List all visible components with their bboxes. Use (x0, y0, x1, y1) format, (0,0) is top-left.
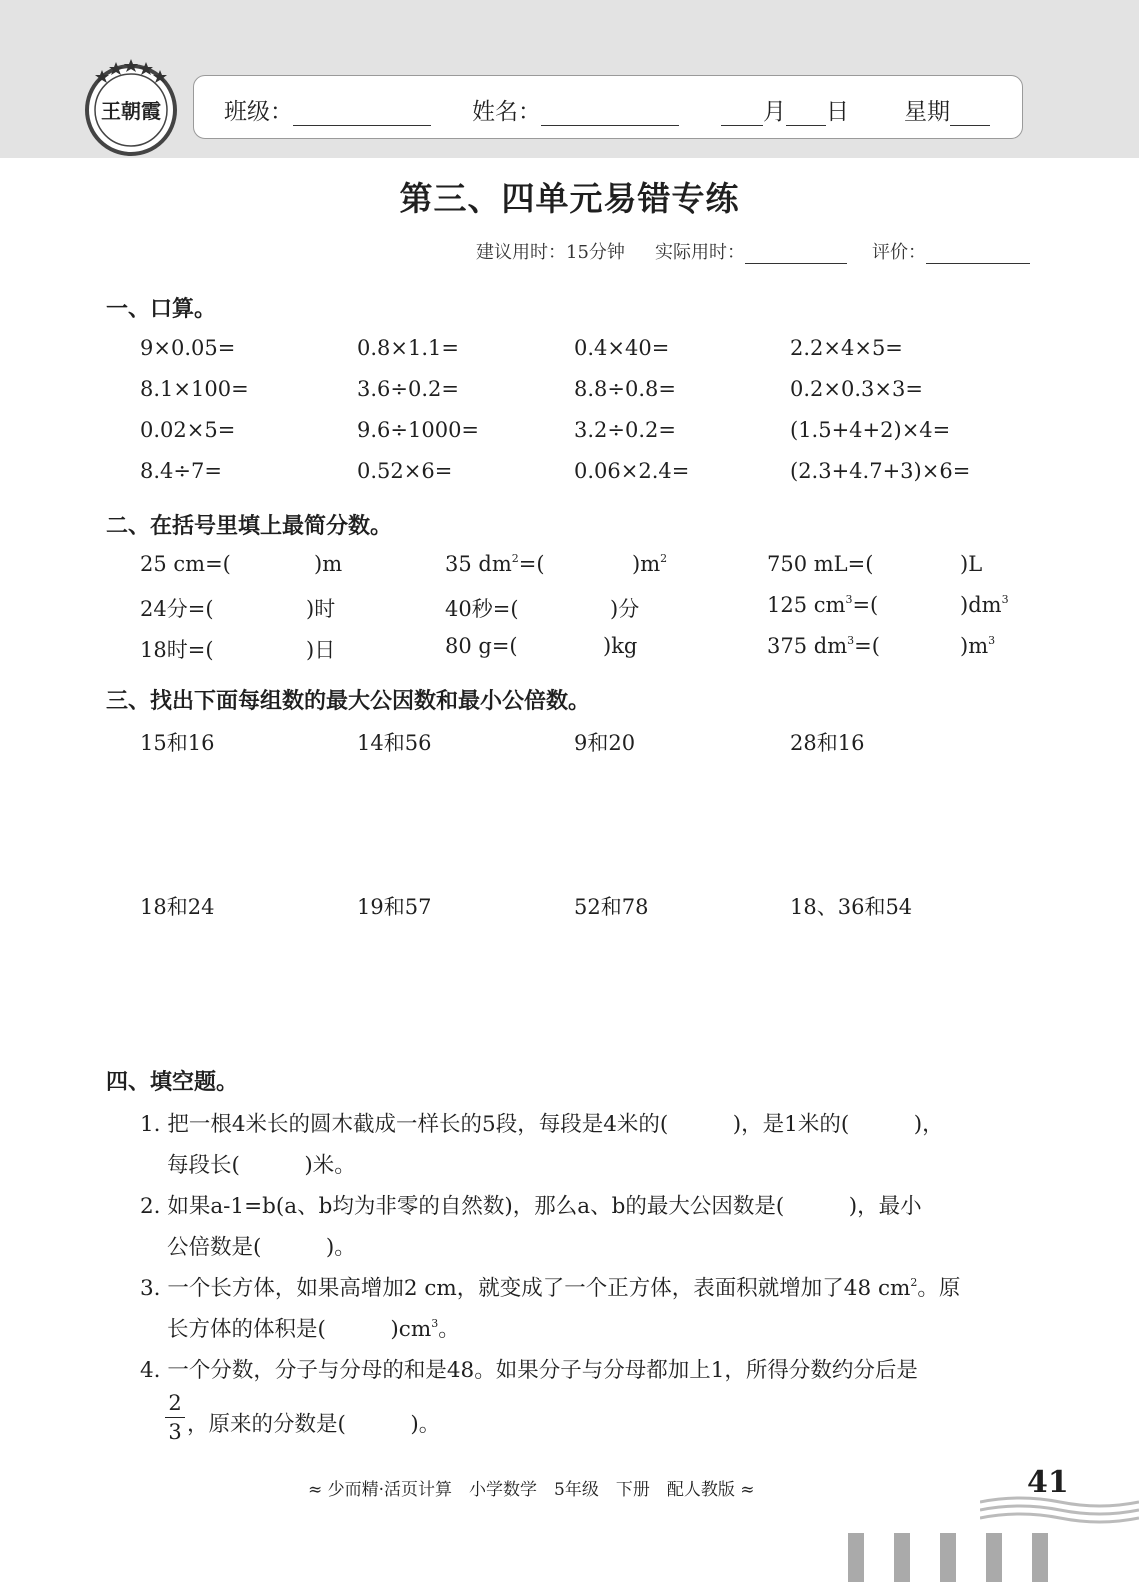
calc-item: 0.2×0.3×3= (790, 377, 923, 401)
actual-time: 实际用时： (655, 238, 847, 264)
fraction-denominator: 3 (168, 1420, 182, 1444)
conversion-left: 125 $cm^3=$( (767, 593, 879, 617)
fraction-two-thirds (165, 1390, 185, 1445)
calc-item: 3.6÷0.2= (357, 377, 459, 401)
class-field[interactable] (293, 101, 431, 126)
edge-stripes (848, 1533, 1139, 1582)
evaluation-field[interactable] (926, 243, 1030, 264)
question-1-line-2: 每段长( )米。 (167, 1153, 356, 1178)
conversion-left: 375 $dm^3=$( (767, 634, 880, 658)
conversion-left: 25 cm=( (140, 552, 231, 576)
conversion-right: )$m^2$ (632, 552, 668, 576)
weekday-label: 星期 (904, 93, 990, 126)
calc-item: 8.8÷0.8= (574, 377, 676, 401)
question-3-line-2: 长方体的体积是( )$cm^3$。 (167, 1317, 460, 1342)
number-pair: 9和20 (574, 731, 636, 755)
conversion-left: 80 g=( (445, 634, 518, 658)
calc-item: (1.5+4+2)×4= (790, 418, 951, 442)
conversion-left: 18时=( (140, 638, 214, 662)
calc-item: 0.02×5= (140, 418, 236, 442)
student-info-box (193, 75, 1023, 139)
calc-item: 3.2÷0.2= (574, 418, 676, 442)
publisher-logo (82, 58, 180, 156)
calc-item: 8.4÷7= (140, 459, 222, 483)
number-pair: 52和78 (574, 895, 649, 919)
calc-item: 2.2×4×5= (790, 336, 903, 360)
question-2-line-2: 公倍数是( )。 (167, 1235, 356, 1260)
name-label: 姓名： (472, 93, 679, 126)
calc-item: 9.6÷1000= (357, 418, 480, 442)
conversion-left: 35 $dm^2=$( (445, 552, 545, 576)
calc-item: 0.4×40= (574, 336, 670, 360)
weekday-field[interactable] (950, 101, 990, 126)
calc-item: (2.3+4.7+3)×6= (790, 459, 971, 483)
page-title: 第三、四单元易错专练 (399, 179, 740, 218)
question-3-line-1: 3. 一个长方体，如果高增加2 cm，就变成了一个正方体，表面积就增加了48 $cm^2$。原 (140, 1276, 961, 1301)
calc-item: 9×0.05= (140, 336, 236, 360)
number-pair: 14和56 (357, 731, 432, 755)
question-2-line-1: 2. 如果a-1=b(a、b均为非零的自然数)，那么a、b的最大公因数是( )，最小 (140, 1194, 922, 1219)
question-4-line-1: 4. 一个分数，分子与分母的和是48。如果分子与分母都加上1，所得分数约分后是 (140, 1358, 918, 1383)
conversion-right: )分 (610, 597, 640, 621)
date-field: 月 日 (721, 93, 849, 126)
class-label: 班级： (224, 93, 431, 126)
calc-item: 0.52×6= (357, 459, 453, 483)
number-pair: 19和57 (357, 895, 432, 919)
section-2-heading: 二、在括号里填上最简分数。 (106, 514, 393, 539)
conversion-left: 24分=( (140, 597, 214, 621)
conversion-right: )日 (306, 638, 336, 662)
month-field[interactable] (721, 101, 763, 126)
conversion-right: )$dm^3$ (960, 593, 1009, 617)
section-3-heading: 三、找出下面每组数的最大公因数和最小公倍数。 (106, 689, 591, 714)
number-pair: 28和16 (790, 731, 865, 755)
calc-item: 8.1×100= (140, 377, 249, 401)
conversion-left: 40秒=( (445, 597, 519, 621)
conversion-right: )时 (306, 597, 336, 621)
name-field[interactable] (541, 101, 679, 126)
page-number: 41 (1027, 1465, 1069, 1500)
fraction-numerator: 2 (168, 1391, 182, 1415)
number-pair: 18和24 (140, 895, 215, 919)
conversion-right: )L (960, 552, 983, 576)
actual-time-field[interactable] (745, 243, 847, 264)
conversion-right: )m (314, 552, 343, 576)
conversion-left: 750 mL=( (767, 552, 874, 576)
number-pair: 15和16 (140, 731, 215, 755)
calc-item: 0.8×1.1= (357, 336, 459, 360)
question-4-line-2: ，原来的分数是( )。 (187, 1412, 441, 1437)
section-1-heading: 一、口算。 (106, 297, 217, 322)
conversion-right: )$m^3$ (960, 634, 996, 658)
evaluation: 评价： (872, 238, 1030, 264)
section-4-heading: 四、填空题。 (106, 1070, 239, 1095)
logo-text: 王朝霞 (101, 99, 161, 123)
calc-item: 0.06×2.4= (574, 459, 690, 483)
suggested-time: 建议用时：15分钟 (476, 242, 625, 263)
question-1-line-1: 1. 把一根4米长的圆木截成一样长的5段，每段是4米的( )，是1米的( )， (140, 1112, 944, 1137)
footer-series: ≈ 少而精·活页计算 小学数学 5年级 下册 配人教版 ≈ (308, 1480, 755, 1500)
fraction-bar (165, 1417, 185, 1418)
conversion-right: )kg (603, 634, 638, 658)
day-field[interactable] (786, 101, 826, 126)
number-pair: 18、36和54 (790, 895, 913, 919)
